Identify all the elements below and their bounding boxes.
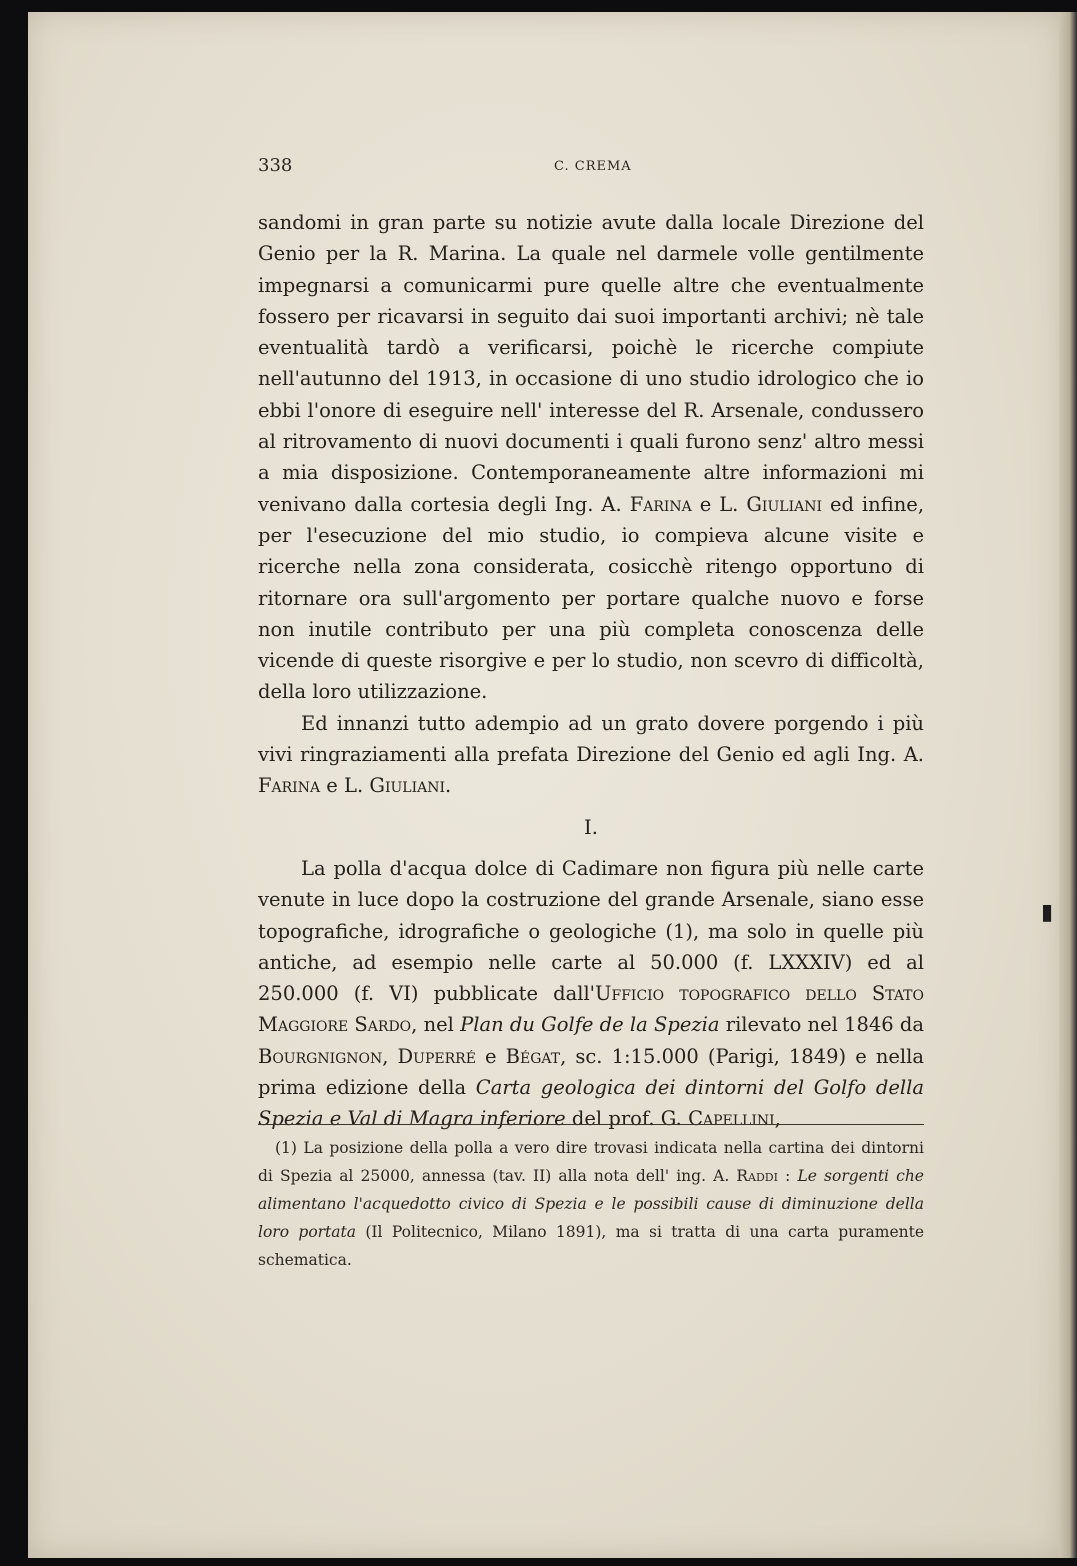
text-span: ed infine, per l'esecuzione del mio studio, io compieva alcune visite e ricerche nella zona considerata, cosicchè ritengo opportuno di ritornare ora sull'argomento per portare qualche nuovo e forse non inutile contributo per una più completa conoscenza delle vicende di queste risorgive e per lo studio, non scevro di difficoltà, della loro utilizzazione. [258,492,925,704]
running-head-author: C. CREMA [554,159,632,174]
text-span: (Il Politecnico, Milano 1891), ma si tratta di una carta puramente schematica. [258,1223,925,1269]
person-name: Bégat [505,1044,561,1068]
binding-mark: ▮ [1041,900,1054,925]
person-name: Raddi [736,1167,778,1185]
map-title: Carta geologica dei dintorni del Golfo della Spezia e Val di Magra inferiore [258,1076,924,1131]
text-span: del prof. G. [571,1107,682,1131]
section-heading: I. [584,815,598,839]
footnote [258,1134,924,1274]
text-span: sandomi in gran parte su notizie avute dalla locale Direzione del Genio per la R. Marina. La quale nel darmele volle gentilmente impegnarsi a comunicarmi pure quelle altre che eventualmente fossero per ricavarsi in seguito dai suoi importanti archivi; nè tale eventualità tardò a verificarsi, poichè le ricerche compiute nell'autunno del 1913, in occasione di uno studio idrologico che io ebbi l'onore di eseguire nell' interesse del R. Arsenale, condussero al ritrovamento di nuovi documenti i quali furono senz' altro messi a mia disposizione. Contemporaneamente altre informazioni mi venivano dalla cortesia degli Ing. A. [258,211,924,516]
page-number: 338 [258,155,293,176]
paragraph-1 [258,207,924,708]
footnote-divider [258,1124,924,1125]
person-name: Farina [629,492,692,516]
paragraph-2 [258,708,924,802]
running-head [258,155,924,179]
text-span: , [774,1107,781,1131]
book-spine [1059,12,1077,1558]
text-span: (1) La posizione della polla a vero dire trovasi indicata nella cartina dei dintorni di Spezia al 25000, annessa (tav. II) alla nota dell' ing. A. [258,1139,924,1185]
text-span: , nel [411,1013,454,1037]
text-span: rilevato nel 1846 da [725,1013,925,1037]
text-span: . [445,774,452,798]
person-name: Giuliani [746,492,822,516]
institution-name: Ufficio topografico dello Stato Maggiore Sardo [258,982,925,1037]
article-title: Le sorgenti che alimentano l'acquedotto civico di Spezia e le possibili cause di diminuzione della loro portata [258,1167,924,1241]
paragraph-3 [258,853,924,1135]
text-span: La polla d'acqua dolce di Cadimare non figura più nelle carte venute in luce dopo la costruzione del grande Arsenale, siano esse topografiche, idrografiche o geologiche (1), ma solo in quelle più antiche, ad esempio nelle carte al 50.000 (f. LXXXIV) ed al 250.000 (f. VI) pubblicate dall' [258,856,924,1006]
text-span: Ed innanzi tutto adempio ad un grato dovere porgendo i più vivi ringraziamenti alla prefata Direzione del Genio ed agli Ing. A. [258,711,924,767]
text-span: e [485,1044,497,1068]
footnote-1 [258,1134,924,1274]
person-name: Capellini [688,1107,775,1131]
person-name: Farina [258,774,321,798]
text-span: , sc. 1:15.000 (Parigi, 1849) e nella prima edizione della [258,1044,925,1100]
main-text [258,207,924,1135]
text-span: : [785,1167,791,1185]
person-name: Bourgnignon, Duperré [258,1044,476,1068]
map-title: Plan du Golfe de la Spezia [460,1013,720,1037]
text-span: e L. [326,774,364,798]
text-span: e L. [699,492,739,516]
person-name: Giuliani [369,774,445,798]
